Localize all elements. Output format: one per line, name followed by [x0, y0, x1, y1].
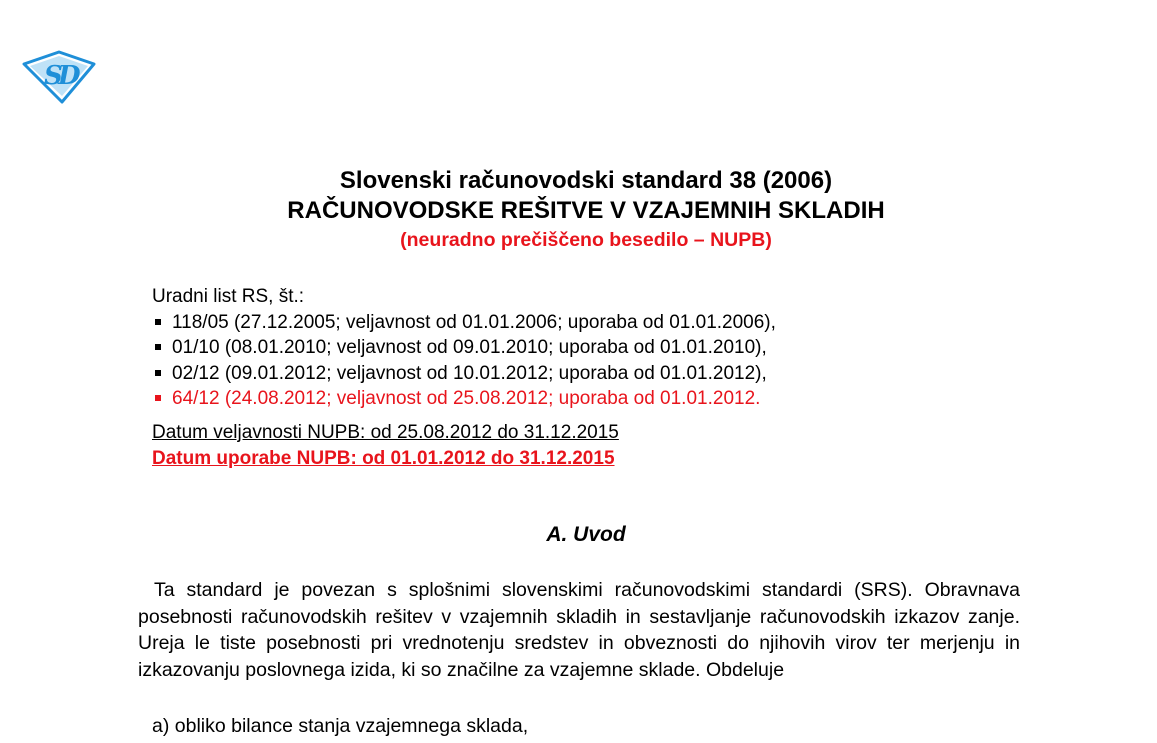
- gazette-item-text: 118/05 (27.12.2005; veljavnost od 01.01.2006; uporaba od 01.01.2006),: [172, 311, 776, 333]
- gazette-item: [152, 310, 776, 336]
- gazette-item: [152, 361, 776, 387]
- gazette-item-text: 64/12 (24.08.2012; veljavnost od 25.08.2012; uporaba od 01.01.2012.: [172, 388, 761, 409]
- gazette-references: [152, 284, 776, 412]
- bullet-icon: [155, 370, 161, 376]
- bullet-icon: [155, 344, 161, 350]
- gazette-item-text: 01/10 (08.01.2010; veljavnost od 09.01.2010; uporaba od 01.01.2010),: [172, 337, 767, 358]
- nupb-dates: [152, 420, 619, 472]
- gazette-item: [152, 335, 776, 361]
- gazette-list: [152, 310, 776, 412]
- validity-date: Datum veljavnosti NUPB: od 25.08.2012 do 31.12.2015: [152, 422, 619, 443]
- sd-emblem-icon: [22, 50, 96, 104]
- document-subtitle: RAČUNOVODSKE REŠITVE V VZAJEMNIH SKLADIH: [287, 197, 885, 224]
- application-date: Datum uporabe NUPB: od 01.01.2012 do 31.12.2015: [152, 448, 615, 469]
- bullet-icon: [155, 319, 161, 325]
- list-item: a) obliko bilance stanja vzajemnega sklada,: [152, 715, 529, 737]
- document-note: (neuradno prečiščeno besedilo – NUPB): [400, 229, 772, 251]
- svg-text:D: D: [58, 61, 81, 91]
- document-title-block: [0, 166, 1157, 254]
- bullet-icon: [155, 395, 161, 401]
- svg-text:S: S: [44, 61, 63, 91]
- document-title: Slovenski računovodski standard 38 (2006): [339, 167, 833, 194]
- gazette-item-text: 02/12 (09.01.2012; veljavnost od 10.01.2012; uporaba od 01.01.2012),: [172, 362, 767, 384]
- section-heading: A. Uvod: [546, 523, 626, 546]
- gazette-item-highlighted: [152, 386, 776, 412]
- gazette-label: Uradni list RS, št.:: [152, 286, 305, 307]
- intro-paragraph: Ta standard je povezan s splošnimi slovenskimi računovodskimi standardi (SRS). Obravnava posebnosti računovodskih rešitev v vzajemnih skladih in sestavljanje računovodskih izkazov zanje. Ureja le tiste posebnosti pri vrednotenju sredstev in obveznosti do njihovih virov ter merjenju in izkazovanju poslovnega izida, ki so značilne za vzajemne sklade. Obdeluje: [138, 579, 1020, 681]
